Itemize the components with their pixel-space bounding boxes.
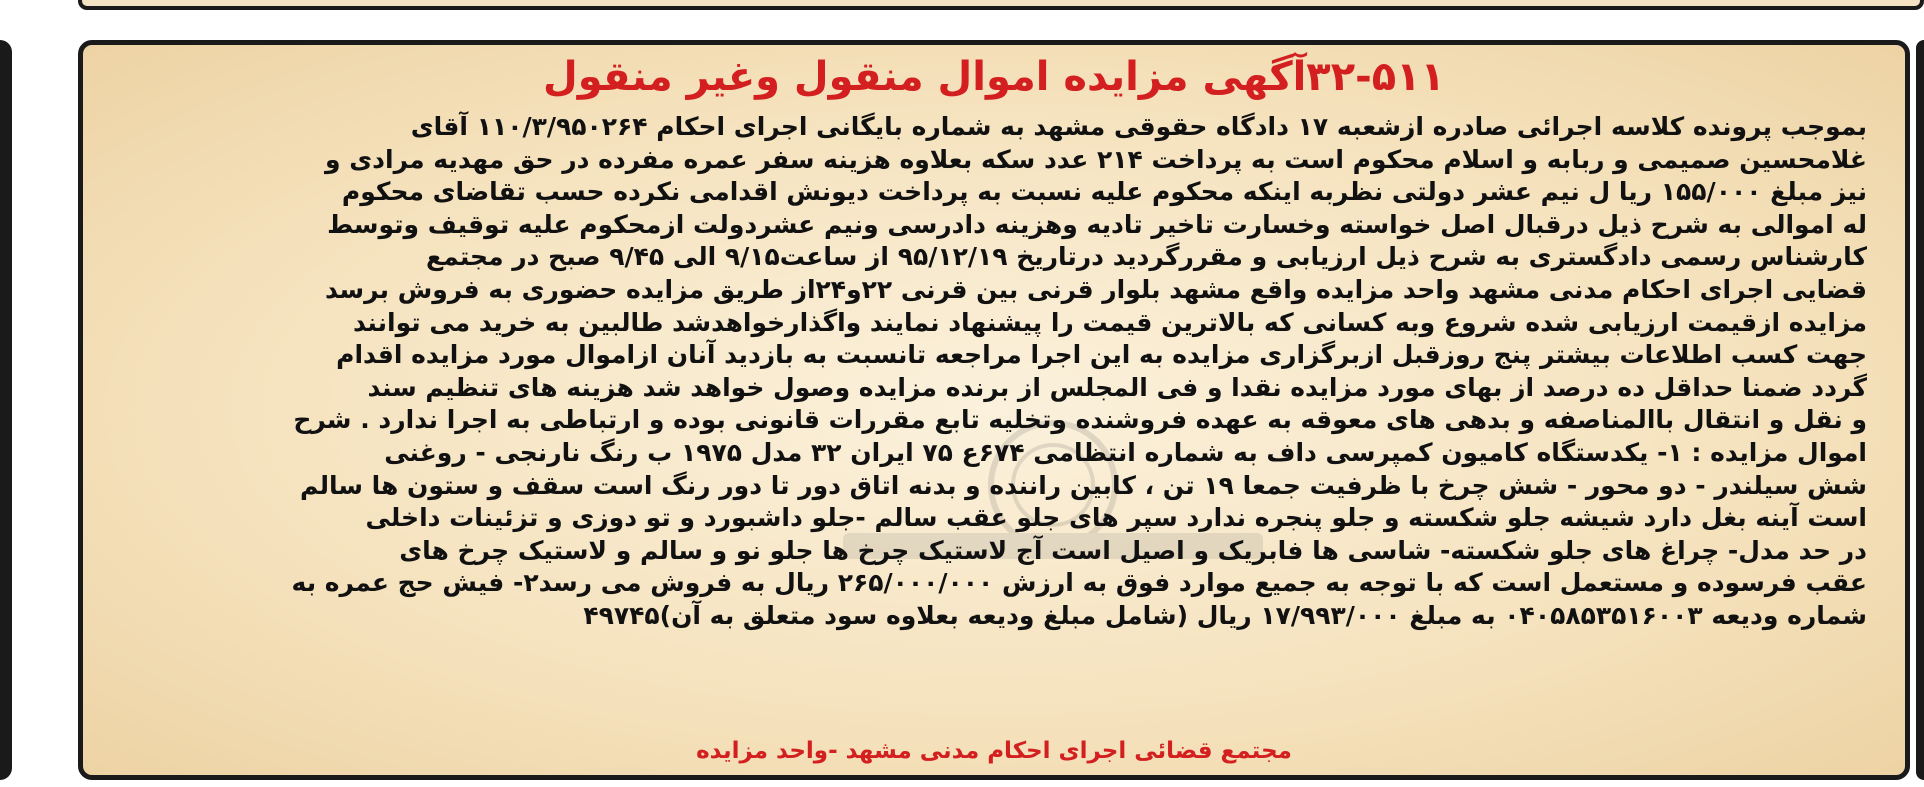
ad-body	[119, 111, 1867, 633]
ad-body-line: نیز مبلغ ۱۵۵/۰۰۰ ریا ل نیم عشر دولتی نظربه اینکه محکوم علیه نسبت به پرداخت دیونش اقدامی نکرده حسب تقاضای محکوم	[341, 177, 1867, 207]
auction-ad-frame	[78, 40, 1910, 780]
ad-body-line: اموال مزایده : ۱- یکدستگاه کامیون کمپرسی داف به شماره انتظامی ۶۷۴ع ۷۵ ایران ۳۲ مدل ۱۹۷۵ ب رنگ نارنجی - روغنی	[384, 437, 1867, 467]
ad-body-line: شماره ودیعه ۰۴۰۵۸۵۳۵۱۶۰۰۳ به مبلغ ۱۷/۹۹۳/۰۰۰ ریال (شامل مبلغ ودیعه بعلاوه سود متعلق به آن)۴۹۷۴۵	[583, 600, 1867, 630]
ad-body-line: له اموالی به شرح ذیل درقبال اصل خواسته وخسارت تاخیر تادیه وهزینه دادرسی ونیم عشردولت ازمحکوم علیه توقیف وتوسط	[327, 209, 1867, 239]
ad-body-line: قضایی اجرای احکام مدنی مشهد واحد مزایده واقع مشهد بلوار قرنی بین قرنی ۲۲و۲۴از طریق مزایده حضوری به فروش برسد	[325, 274, 1867, 304]
ad-body-line: کارشناس رسمی دادگستری به شرح ذیل ارزیابی و مقررگردید درتاریخ ۹۵/۱۲/۱۹ از ساعت۹/۱۵ الی ۹/۴۵ صبح در مجتمع	[426, 242, 1867, 272]
previous-ad-frame	[78, 0, 1924, 10]
ad-body-line: در حد مدل- چراغ های جلو شکسته- شاسی ها فابریک و اصیل است آج لاستیک چرخ ها جلو نو و سالم و لاستیک چرخ های	[399, 535, 1867, 565]
ad-body-line: بموجب پرونده کلاسه اجرائی صادره ازشعبه ۱۷ دادگاه حقوقی مشهد به شماره بایگانی اجرای احکام ۱۱۰/۳/۹۵۰۲۶۴ آقای	[410, 112, 1867, 141]
ad-body-line: است آینه بغل دارد شیشه جلو شکسته و جلو پنجره ندارد سپر های جلو عقب سالم -جلو داشبورد و تو دوزی و تزئینات داخلی	[365, 503, 1867, 533]
ad-body-line: گردد ضمنا حداقل ده درصد از بهای مورد مزایده نقدا و فی المجلس از برنده مزایده وصول خواهد شد هزینه های تنظیم سند	[367, 372, 1867, 402]
ad-body-line: شش سیلندر - دو محور - شش چرخ با ظرفیت جمعا ۱۹ تن ، کابین راننده و بدنه اتاق دور تا دور رنگ است سقف و ستون ها سالم	[299, 470, 1867, 500]
ad-footer-signature: مجتمع قضائی اجرای احکام مدنی مشهد -واحد مزایده	[696, 738, 1292, 764]
ad-body-line: مزایده ازقیمت ارزیابی شده شروع وبه کسانی که بالاترین قیمت را پیشنهاد نمایند واگذارخواهدشد طالبین به خرید می توانند	[352, 307, 1867, 337]
ad-body-line: و نقل و انتقال باالمناصفه و بدهی های معوقه به عهده فروشنده وتخلیه تابع مقررات قانونی بوده و ارتباطی به اجرا ندارد . شرح	[293, 405, 1867, 435]
ad-body-line: جهت کسب اطلاعات بیشتر پنج روزقبل ازبرگزاری مزایده به این اجرا مراجعه تانسبت به بازدید آنان ازاموال مورد مزایده اقدام	[336, 340, 1867, 370]
ad-body-line: عقب فرسوده و مستعمل است که با توجه به جمیع موارد فوق به ارزش ۲۶۵/۰۰۰/۰۰۰ ریال به فروش می رسد۲- فیش حج عمره به	[291, 568, 1867, 598]
ad-title: ۳۲-۵۱۱آگهی مزایده اموال منقول وغیر منقول	[543, 54, 1445, 100]
left-edge-frame	[0, 40, 12, 780]
right-edge-frame	[1916, 40, 1924, 780]
ad-body-line: غلامحسین صمیمی و ربابه و اسلام محکوم است به پرداخت ۲۱۴ عدد سکه بعلاوه هزینه سفر عمره مفرده در حق مهدیه مرادی و	[325, 144, 1867, 174]
